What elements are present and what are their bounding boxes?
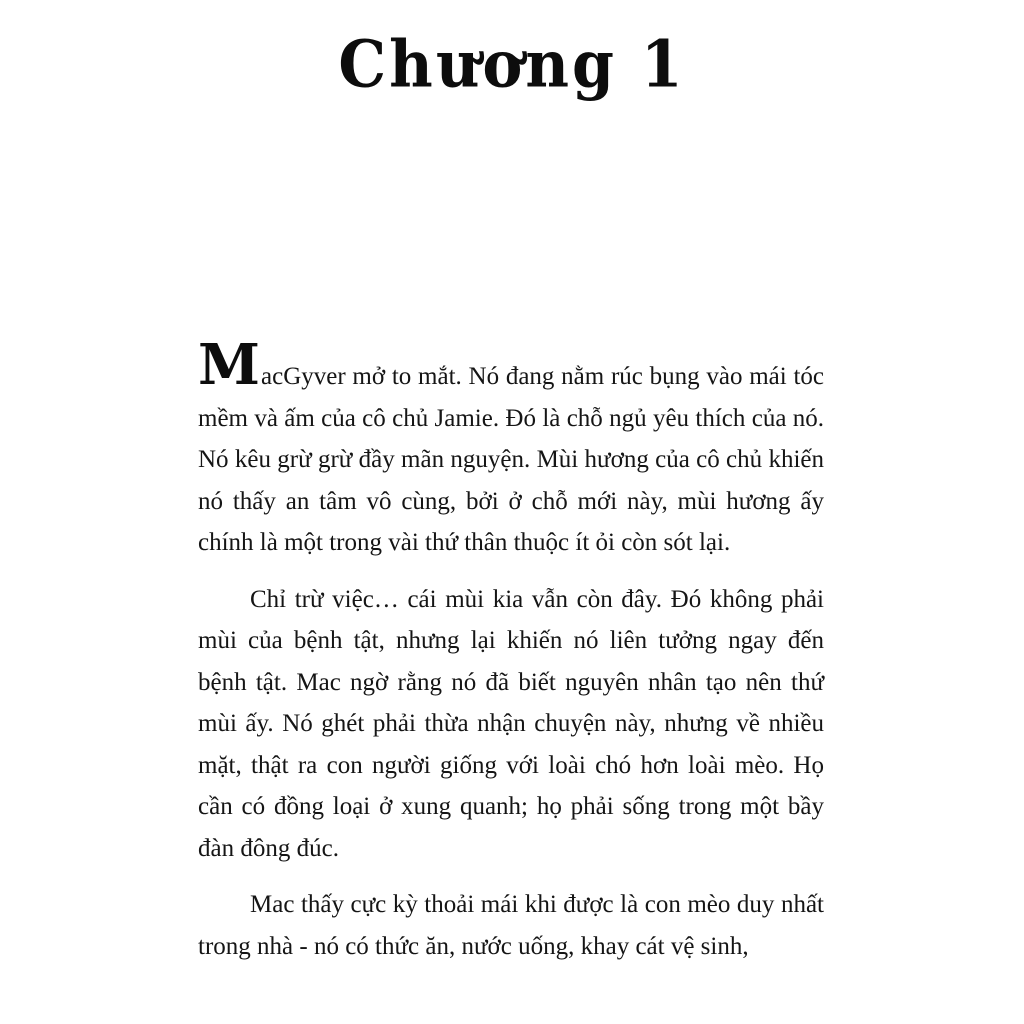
paragraph xyxy=(198,332,824,564)
paragraph: Chỉ trừ việc… cái mùi kia vẫn còn đây. Đó không phải mùi của bệnh tật, nhưng lại khiến nó liên tưởng ngay đến bệnh tật. Mac ngờ rằng nó đã biết nguyên nhân tạo nên thứ mùi ấy. Nó ghét phải thừa nhận chuyện này, nhưng về nhiều mặt, thật ra con người giống với loài chó hơn loài mèo. Họ cần có đồng loại ở xung quanh; họ phải sống trong một bầy đàn đông đúc. xyxy=(198,585,824,862)
paragraph-text: acGyver mở to mắt. Nó đang nằm rúc bụng vào mái tóc mềm và ấm của cô chủ Jamie. Đó là chỗ ngủ yêu thích của nó. Nó kêu grừ grừ đầy mãn nguyện. Mùi hương của cô chủ khiến nó thấy an tâm vô cùng, bởi ở chỗ mới này, mùi hương ấy chính là một trong vài thứ thân thuộc ít ỏi còn sót lại. xyxy=(198,363,824,556)
chapter-title: Chương 1 xyxy=(338,27,686,103)
paragraph: Mac thấy cực kỳ thoải mái khi được là con mèo duy nhất trong nhà - nó có thức ăn, nước uống, khay cát vệ sinh, xyxy=(198,891,824,960)
text-block xyxy=(198,332,824,982)
raised-cap-letter: M xyxy=(198,332,261,398)
